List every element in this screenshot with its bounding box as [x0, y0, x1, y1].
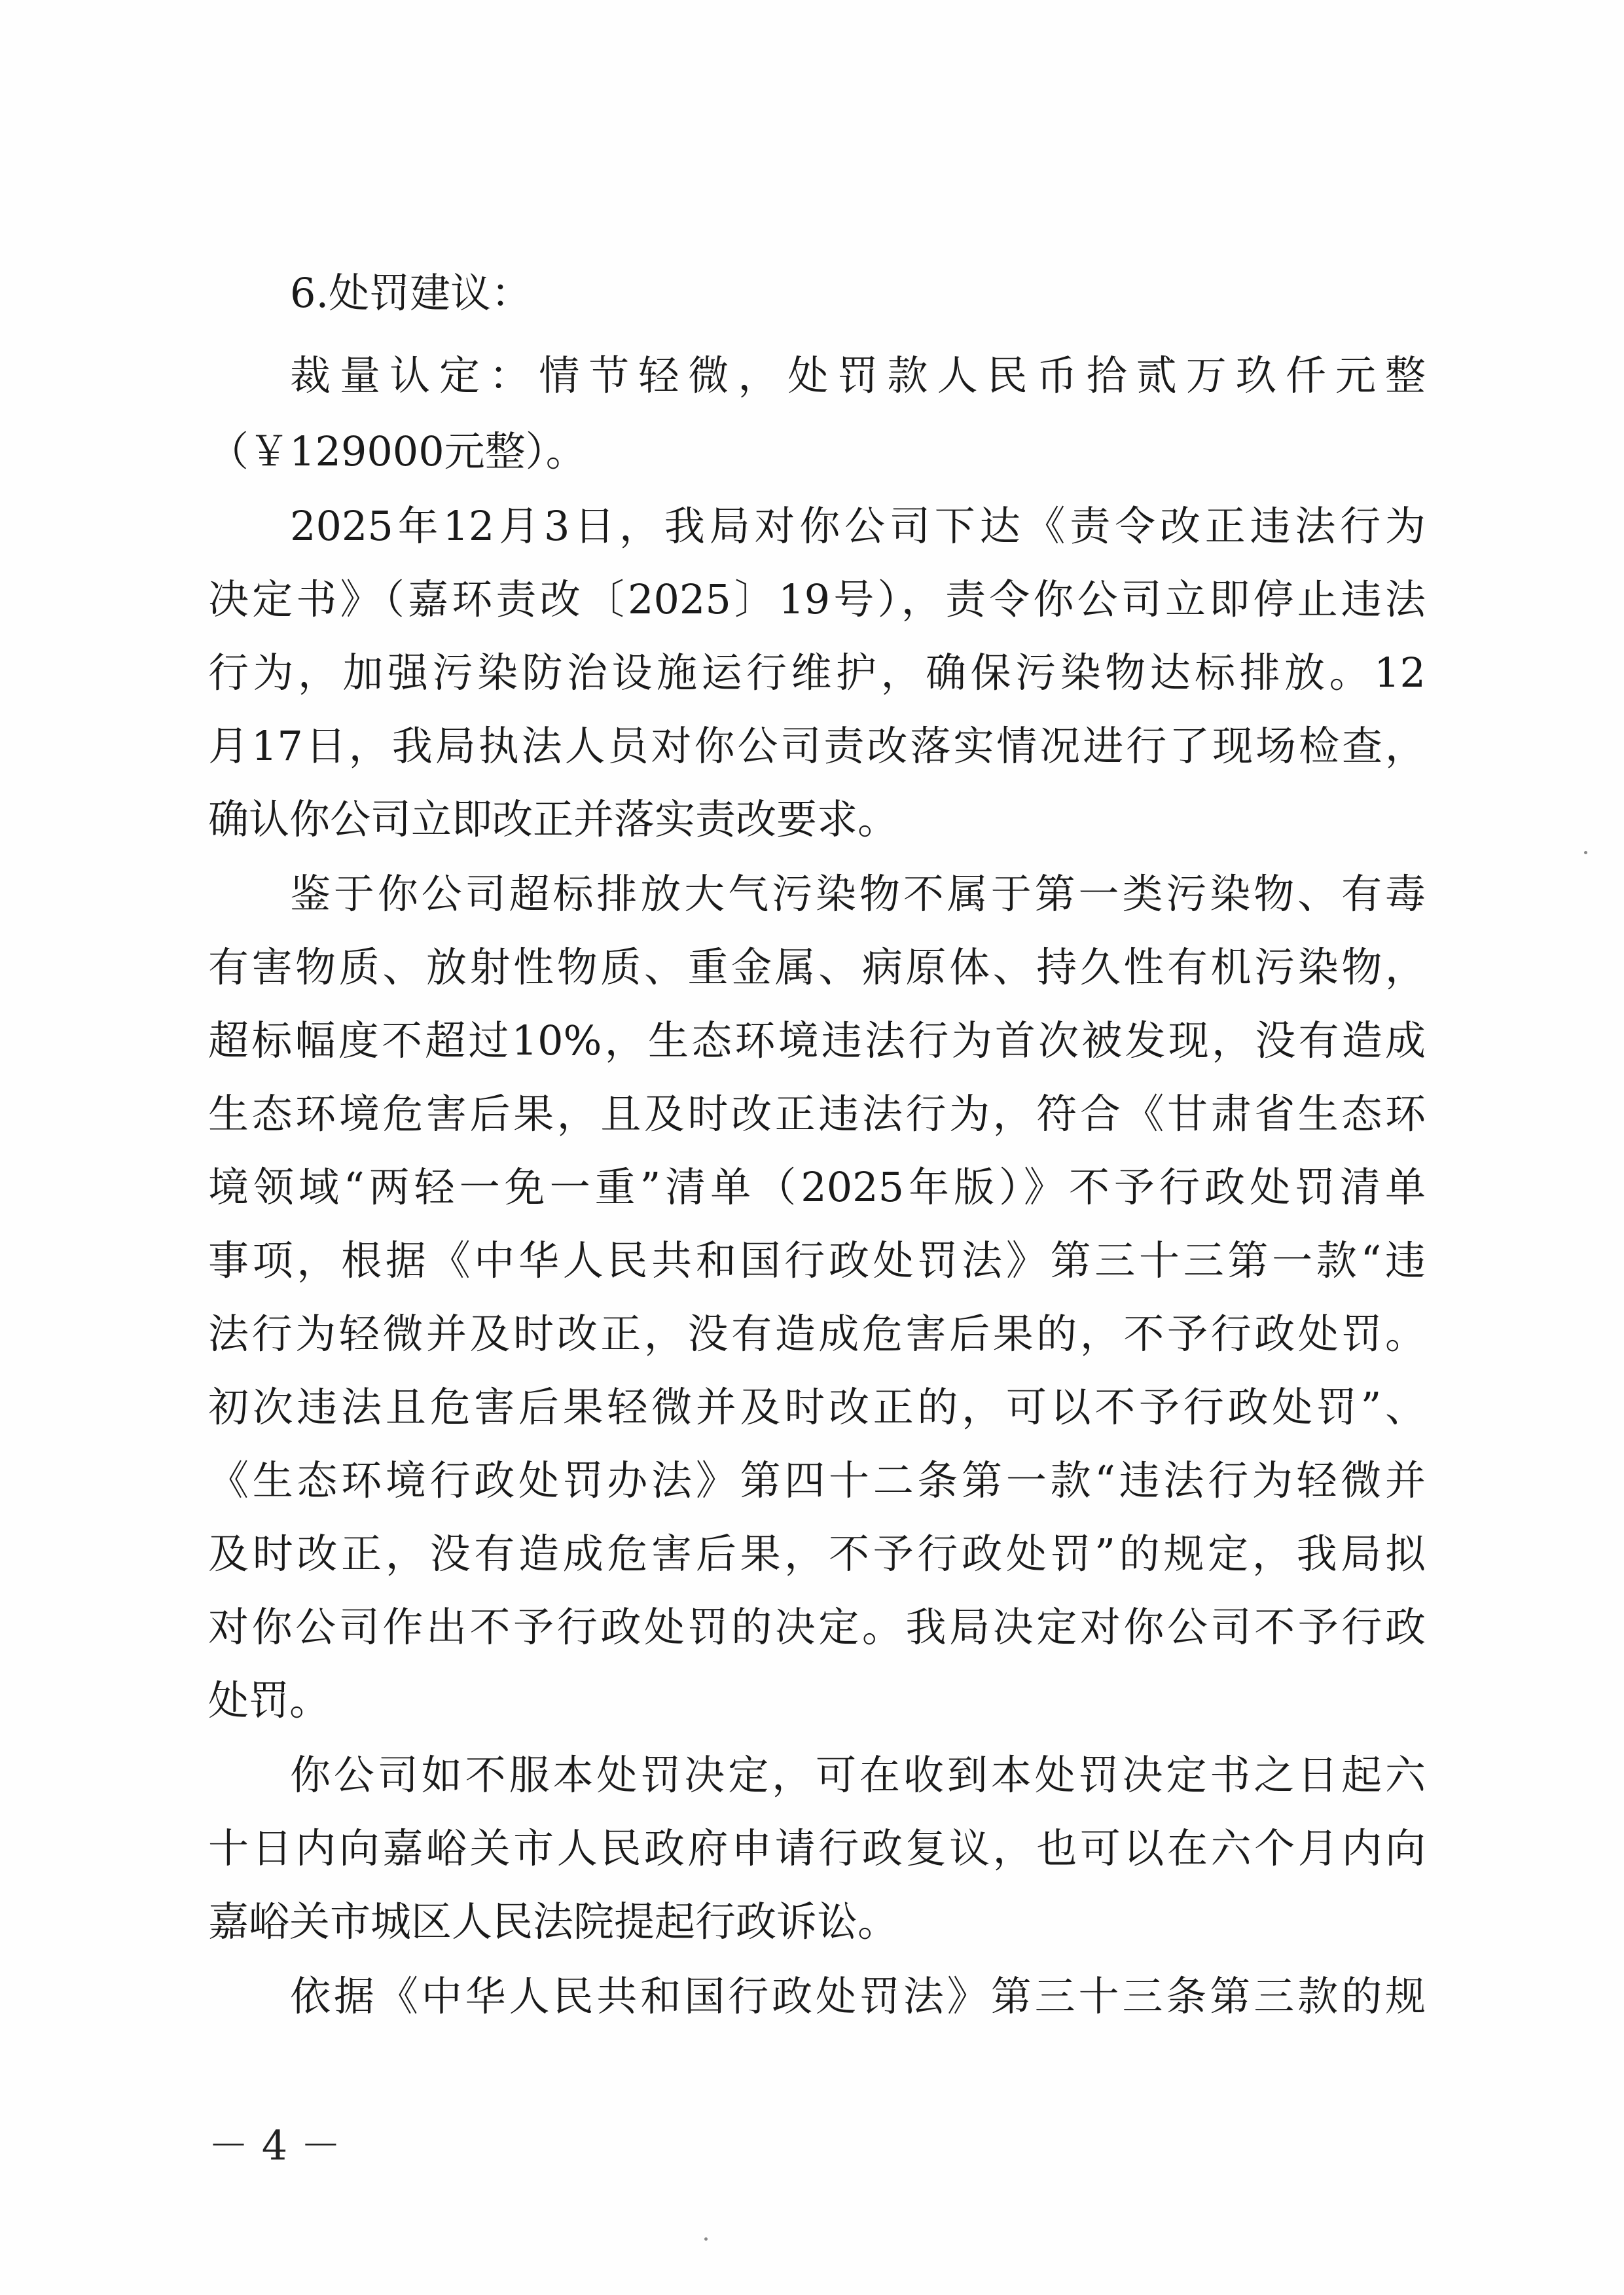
- text-line: 裁量认定：情节轻微，处罚款人民币拾贰万玖仟元整: [290, 352, 1426, 399]
- text-line: 行为，加强污染防治设施运行维护，确保污染物达标排放。12: [208, 649, 1426, 696]
- text-line: 生态环境危害后果，且及时改正违法行为，符合《甘肃省生态环: [208, 1090, 1426, 1138]
- text-line: 超标幅度不超过10%，生态环境违法行为首次被发现，没有造成: [208, 1017, 1426, 1064]
- text-line: 有害物质、放射性物质、重金属、病原体、持久性有机污染物，: [208, 943, 1426, 991]
- text-line: 依据《中华人民共和国行政处罚法》第三十三条第三款的规: [290, 1972, 1426, 2020]
- scan-speck: [704, 2237, 708, 2241]
- text-line: 嘉峪关市城区人民法院提起行政诉讼。: [208, 1898, 899, 1945]
- text-line: 鉴于你公司超标排放大气污染物不属于第一类污染物、有毒: [290, 870, 1426, 918]
- section-heading: 6.处罚建议：: [290, 269, 532, 317]
- text-line: 及时改正，没有造成危害后果，不予行政处罚”的规定，我局拟: [208, 1530, 1426, 1578]
- text-line: 事项，根据《中华人民共和国行政处罚法》第三十三第一款“违: [208, 1237, 1426, 1284]
- text-line: 十日内向嘉峪关市人民政府申请行政复议，也可以在六个月内向: [208, 1824, 1426, 1872]
- scan-speck: [1584, 851, 1587, 854]
- text-line: 2025年12月3日，我局对你公司下达《责令改正违法行为: [290, 502, 1426, 550]
- text-line: 对你公司作出不予行政处罚的决定。我局决定对你公司不予行政: [208, 1603, 1426, 1651]
- text-line: 处罚。: [208, 1676, 331, 1724]
- text-line: 确认你公司立即改正并落实责改要求。: [208, 795, 899, 843]
- text-line: 你公司如不服本处罚决定，可在收到本处罚决定书之日起六: [290, 1751, 1426, 1799]
- text-line: 《生态环境行政处罚办法》第四十二条第一款“违法行为轻微并: [208, 1456, 1426, 1504]
- page-number: － 4 －: [208, 2122, 341, 2169]
- text-line: 初次违法且危害后果轻微并及时改正的，可以不予行政处罚”、: [208, 1383, 1426, 1431]
- text-line: 法行为轻微并及时改正，没有造成危害后果的，不予行政处罚。: [208, 1310, 1426, 1358]
- text-line: 决定书》（嘉环责改〔2025〕19号），责令你公司立即停止违法: [208, 575, 1426, 623]
- text-line: （￥129000元整）。: [208, 427, 586, 475]
- text-line: 月17日，我局执法人员对你公司责改落实情况进行了现场检查，: [208, 722, 1426, 770]
- text-line: 境领域“两轻一免一重”清单（2025年版）》不予行政处罚清单: [208, 1163, 1426, 1211]
